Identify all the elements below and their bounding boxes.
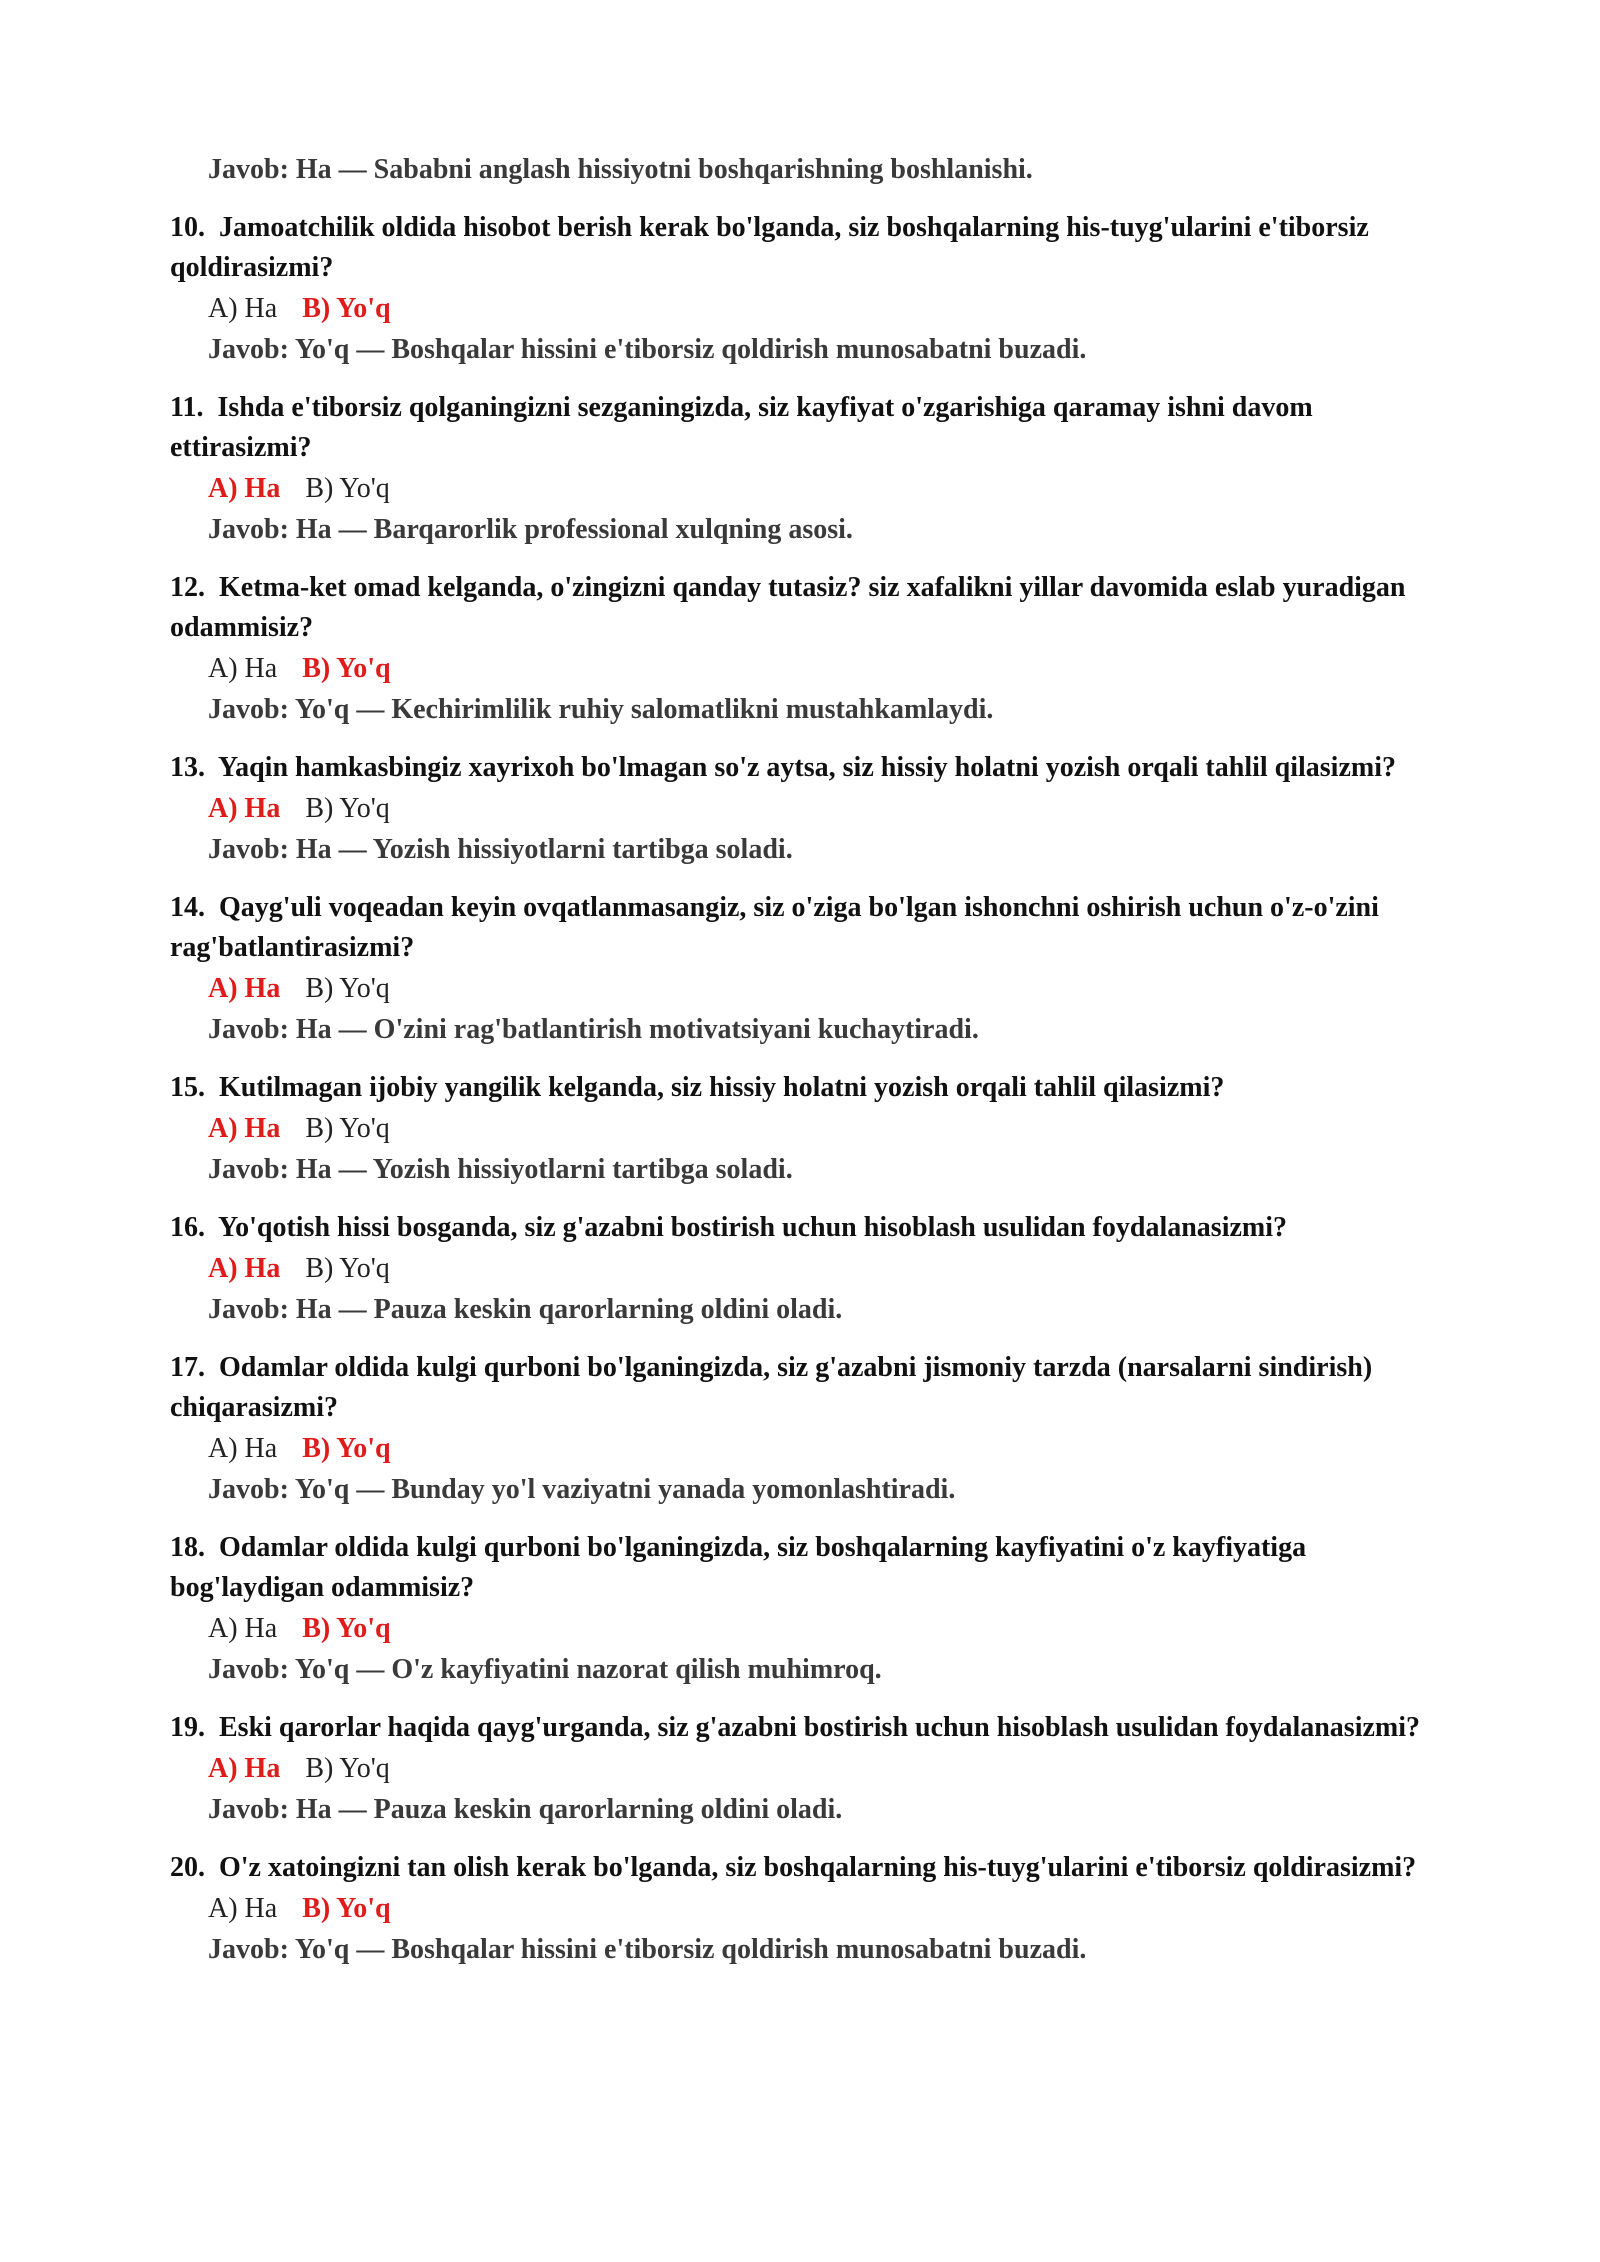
options	[208, 1608, 1420, 1650]
question-20	[170, 1848, 1420, 1970]
question-text: O'z xatoingizni tan olish kerak bo'lganda, siz boshqalarning his-tuyg'ularini e'tiborsiz qoldirasizmi?	[219, 1852, 1417, 1883]
question-number: 13.	[170, 752, 205, 783]
question-16	[170, 1208, 1420, 1330]
option-b: B) Yo'q	[305, 973, 390, 1004]
option-b: B) Yo'q	[305, 1253, 390, 1284]
option-a-correct: A) Ha	[208, 1113, 281, 1144]
options	[208, 968, 1420, 1010]
answer-line: Javob: Ha — Yozish hissiyotlarni tartibga soladi.	[208, 834, 793, 865]
answer-line: Javob: Yo'q — Bunday yo'l vaziyatni yanada yomonlashtiradi.	[208, 1474, 956, 1505]
question-12	[170, 568, 1420, 730]
option-b: B) Yo'q	[305, 793, 390, 824]
option-a-correct: A) Ha	[208, 793, 281, 824]
option-a: A) Ha	[208, 1613, 278, 1644]
option-b-correct: B) Yo'q	[302, 1893, 391, 1924]
answer-line: Javob: Yo'q — Kechirimlilik ruhiy salomatlikni mustahkamlaydi.	[208, 694, 994, 725]
options	[208, 468, 1420, 510]
options	[208, 1108, 1420, 1150]
option-a-correct: A) Ha	[208, 473, 281, 504]
question-number: 10.	[170, 212, 205, 243]
options	[208, 1248, 1420, 1290]
question-number: 16.	[170, 1212, 205, 1243]
question-number: 14.	[170, 892, 205, 923]
options	[208, 648, 1420, 690]
option-b: B) Yo'q	[305, 1753, 390, 1784]
question-13	[170, 748, 1420, 870]
question-number: 19.	[170, 1712, 205, 1743]
question-text: Yaqin hamkasbingiz xayrixoh bo'lmagan so'z aytsa, siz hissiy holatni yozish orqali tahlil qilasizmi?	[217, 752, 1396, 783]
option-a: A) Ha	[208, 1893, 278, 1924]
option-a: A) Ha	[208, 1433, 278, 1464]
option-b-correct: B) Yo'q	[302, 293, 391, 324]
option-a-correct: A) Ha	[208, 1753, 281, 1784]
option-b-correct: B) Yo'q	[302, 1613, 391, 1644]
answer-line: Javob: Ha — Pauza keskin qarorlarning oldini oladi.	[208, 1294, 843, 1325]
answer-line: Javob: Ha — Pauza keskin qarorlarning oldini oladi.	[208, 1794, 843, 1825]
options	[208, 1748, 1420, 1790]
question-number: 15.	[170, 1072, 205, 1103]
option-b: B) Yo'q	[305, 1113, 390, 1144]
question-text: Eski qarorlar haqida qayg'urganda, siz g'azabni bostirish uchun hisoblash usulidan foydalanasizmi?	[219, 1712, 1421, 1743]
question-text: Odamlar oldida kulgi qurboni bo'lganingizda, siz boshqalarning kayfiyatini o'z kayfiyatiga bog'laydigan odammisiz?	[170, 1532, 1307, 1603]
question-text: Yo'qotish hissi bosganda, siz g'azabni bostirish uchun hisoblash usulidan foydalanasizmi?	[217, 1212, 1288, 1243]
question-text: Ishda e'tiborsiz qolganingizni sezganingizda, siz kayfiyat o'zgarishiga qaramay ishni davom ettirasizmi?	[170, 392, 1313, 463]
options	[208, 1888, 1420, 1930]
question-15	[170, 1068, 1420, 1190]
question-10	[170, 208, 1420, 370]
answer-line: Javob: Yo'q — O'z kayfiyatini nazorat qilish muhimroq.	[208, 1654, 882, 1685]
question-19	[170, 1708, 1420, 1830]
answer-line: Javob: Ha — Sababni anglash hissiyotni boshqarishning boshlanishi.	[208, 154, 1033, 185]
option-a-correct: A) Ha	[208, 1253, 281, 1284]
question-17	[170, 1348, 1420, 1510]
question-text: Jamoatchilik oldida hisobot berish kerak bo'lganda, siz boshqalarning his-tuyg'ularini e'tiborsiz qoldirasizmi?	[170, 212, 1369, 283]
option-b: B) Yo'q	[305, 473, 390, 504]
option-b-correct: B) Yo'q	[302, 653, 391, 684]
option-b-correct: B) Yo'q	[302, 1433, 391, 1464]
question-number: 18.	[170, 1532, 205, 1563]
option-a-correct: A) Ha	[208, 973, 281, 1004]
question-number: 11.	[170, 392, 204, 423]
question-text: Qayg'uli voqeadan keyin ovqatlanmasangiz, siz o'ziga bo'lgan ishonchni oshirish uchun o'z-o'zini rag'batlantirasizmi?	[170, 892, 1379, 963]
question-14	[170, 888, 1420, 1050]
document-page	[170, 150, 1420, 1970]
question-18	[170, 1528, 1420, 1690]
question-11	[170, 388, 1420, 550]
options	[208, 1428, 1420, 1470]
question-text: Kutilmagan ijobiy yangilik kelganda, siz hissiy holatni yozish orqali tahlil qilasizmi?	[219, 1072, 1225, 1103]
answer-line: Javob: Ha — O'zini rag'batlantirish motivatsiyani kuchaytiradi.	[208, 1014, 979, 1045]
question-number: 12.	[170, 572, 205, 603]
options	[208, 288, 1420, 330]
answer-line: Javob: Yo'q — Boshqalar hissini e'tiborsiz qoldirish munosabatni buzadi.	[208, 1934, 1087, 1965]
question-number: 17.	[170, 1352, 205, 1383]
options	[208, 788, 1420, 830]
question-number: 20.	[170, 1852, 205, 1883]
answer-line: Javob: Yo'q — Boshqalar hissini e'tiborsiz qoldirish munosabatni buzadi.	[208, 334, 1087, 365]
option-a: A) Ha	[208, 293, 278, 324]
question-text: Ketma-ket omad kelganda, o'zingizni qanday tutasiz? siz xafalikni yillar davomida eslab yuradigan odammisiz?	[170, 572, 1406, 643]
answer-line: Javob: Ha — Barqarorlik professional xulqning asosi.	[208, 514, 853, 545]
answer-line: Javob: Ha — Yozish hissiyotlarni tartibga soladi.	[208, 1154, 793, 1185]
question-text: Odamlar oldida kulgi qurboni bo'lganingizda, siz g'azabni jismoniy tarzda (narsalarni sindirish) chiqarasizmi?	[170, 1352, 1373, 1423]
option-a: A) Ha	[208, 653, 278, 684]
